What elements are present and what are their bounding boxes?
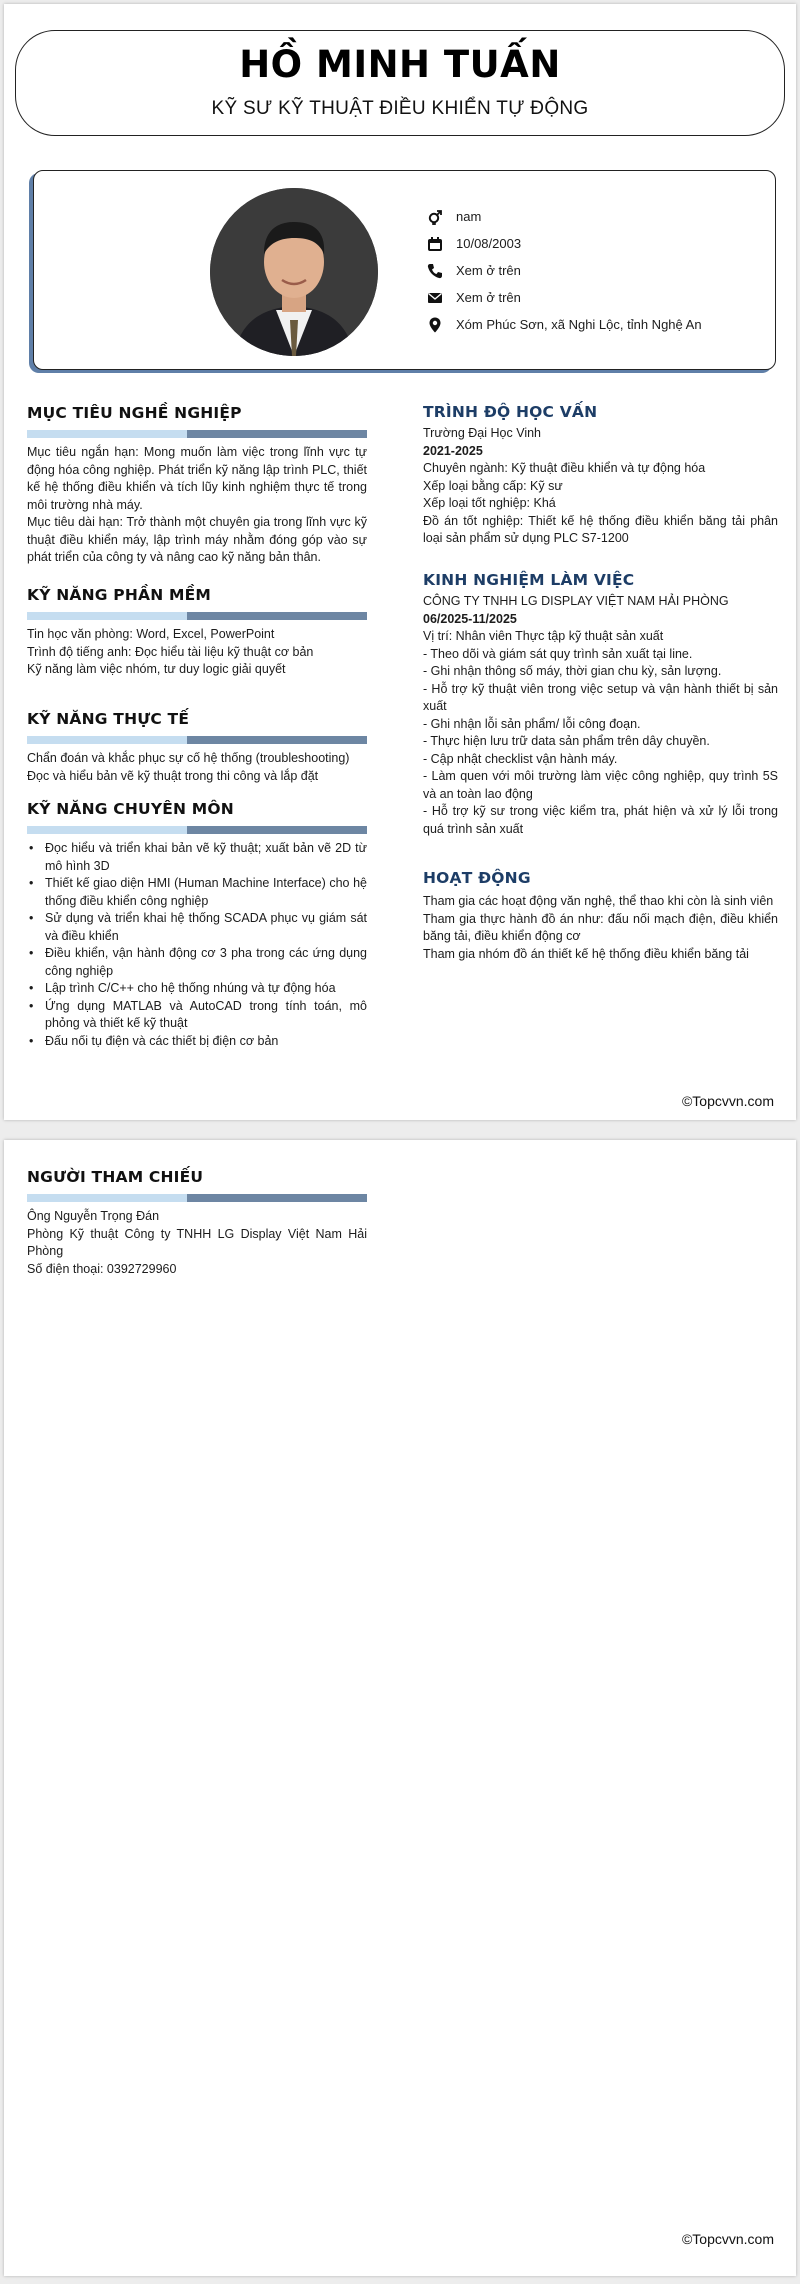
list-item: • Sử dụng và triển khai hệ thống SCADA phục vụ giám sát và điều khiển: [27, 910, 367, 945]
contact-address: [426, 311, 702, 338]
section-title: HOẠT ĐỘNG: [423, 869, 531, 887]
list-item: • Ứng dụng MATLAB và AutoCAD trong tính toán, mô phỏng và thiết kế kỹ thuật: [27, 998, 367, 1033]
gender-icon: [426, 208, 444, 226]
section-divider: [27, 612, 367, 620]
activity-line: Tham gia các hoạt động văn nghệ, thể thao khi còn là sinh viên: [423, 894, 774, 908]
cv-page-1: [4, 4, 796, 1120]
objective-section: [27, 404, 367, 567]
experience-line: - Ghi nhận thông số máy, thời gian chu kỳ, sản lượng.: [423, 664, 722, 678]
references-section: [27, 1168, 367, 1278]
education-period: 2021-2025: [423, 443, 483, 458]
section-title: KINH NGHIỆM LÀM VIỆC: [423, 571, 635, 589]
cv-page-2: [4, 1140, 796, 2276]
contact-email: [426, 284, 702, 311]
phone-icon: [426, 262, 444, 280]
reference-line: Số điện thoại: 0392729960: [27, 1261, 177, 1276]
candidate-name: HỒ MINH TUẤN: [239, 43, 561, 86]
experience-line: - Hỗ trợ kỹ sư trong việc kiểm tra, phát hiện và xử lý lỗi trong quá trình sản xuất: [423, 804, 778, 836]
section-divider: [27, 430, 367, 438]
reference-line: Ông Nguyễn Trọng Đán: [27, 1209, 160, 1223]
calendar-icon: [426, 235, 444, 253]
phone-text: Xem ở trên: [456, 263, 521, 278]
experience-line: - Theo dõi và giám sát quy trình sản xuất tại line.: [423, 646, 693, 661]
education-line: Đồ án tốt nghiệp: Thiết kế hệ thống điều khiển băng tải phân loại sản phẩm sử dụng PLC S7-1200: [423, 513, 778, 545]
section-title: MỤC TIÊU NGHỀ NGHIỆP: [27, 404, 242, 422]
profile-card: [33, 170, 776, 370]
gender-text: nam: [456, 209, 482, 224]
contact-dob: [426, 230, 702, 257]
professional-skills-section: [27, 800, 367, 1050]
section-title: TRÌNH ĐỘ HỌC VẤN: [423, 403, 598, 421]
section-title: KỸ NĂNG PHẦN MỀM: [27, 586, 212, 604]
list-item: • Điều khiển, vận hành động cơ 3 pha trong các ứng dụng công nghiệp: [27, 945, 367, 980]
practical-line: Đọc và hiểu bản vẽ kỹ thuật trong thi công và lắp đặt: [27, 768, 319, 783]
software-line: Kỹ năng làm việc nhóm, tư duy logic giải quyết: [27, 662, 286, 676]
dob-text: 10/08/2003: [456, 236, 522, 251]
section-title: NGƯỜI THAM CHIẾU: [27, 1168, 204, 1186]
section-divider: [27, 826, 367, 834]
address-text: Xóm Phúc Sơn, xã Nghi Lộc, tỉnh Nghệ An: [456, 317, 702, 332]
list-item: • Đọc hiểu và triển khai bản vẽ kỹ thuật; xuất bản vẽ 2D từ mô hình 3D: [27, 840, 367, 875]
contact-list: [426, 203, 702, 338]
activity-line: Tham gia thực hành đồ án như: đấu nối mạch điện, điều khiển băng tải, điều khiển động cơ: [423, 911, 778, 943]
email-text: Xem ở trên: [456, 290, 521, 305]
experience-line: - Hỗ trợ kỹ thuật viên trong việc setup và vận hành thiết bị sản xuất: [423, 681, 778, 713]
activities-section: [423, 869, 778, 963]
section-divider: [27, 736, 367, 744]
section-title: KỸ NĂNG THỰC TẾ: [27, 710, 190, 728]
footer-watermark: ©Topcvvn.com: [681, 2231, 774, 2247]
experience-line: Vị trí: Nhân viên Thực tập kỹ thuật sản xuất: [423, 629, 664, 643]
education-line: Chuyên ngành: Kỹ thuật điều khiển và tự động hóa: [423, 461, 706, 475]
experience-line: - Làm quen với môi trường làm việc công nghiệp, quy trình 5S và an toàn lao động: [423, 769, 778, 801]
company-name: CÔNG TY TNHH LG DISPLAY VIỆT NAM HẢI PHÒNG: [423, 594, 729, 608]
email-icon: [426, 289, 444, 307]
experience-line: - Thực hiện lưu trữ data sản phẩm trên dây chuyền.: [423, 734, 710, 748]
practical-skills-section: [27, 710, 367, 785]
section-divider: [27, 1194, 367, 1202]
objective-long: Mục tiêu dài hạn: Trở thành một chuyên gia trong lĩnh vực kỹ thuật điều khiển máy, lập trình máy nhằm đóng góp vào sự phát triển của công ty và nâng cao kỹ năng bản thân.: [27, 515, 367, 564]
list-item: • Thiết kế giao diện HMI (Human Machine Interface) cho hệ thống điều khiển công nghiệp: [27, 875, 367, 910]
contact-phone: [426, 257, 702, 284]
footer-watermark: ©Topcvvn.com: [681, 1093, 774, 1109]
contact-gender: [426, 203, 702, 230]
location-icon: [426, 316, 444, 334]
objective-short: Mục tiêu ngắn hạn: Mong muốn làm việc trong lĩnh vực tự động hóa công nghiệp. Phát triển kỹ năng lập trình PLC, thiết kế hệ thống điều khiển và tích lũy kinh nghiệm thực tế trong môi trường nhà máy.: [27, 445, 367, 512]
experience-line: - Ghi nhận lỗi sản phẩm/ lỗi công đoạn.: [423, 716, 641, 731]
section-title: KỸ NĂNG CHUYÊN MÔN: [27, 800, 234, 818]
education-section: [423, 403, 778, 548]
software-line: Tin học văn phòng: Word, Excel, PowerPoint: [27, 627, 275, 641]
list-item: • Lập trình C/C++ cho hệ thống nhúng và tự động hóa: [27, 980, 367, 998]
experience-period: 06/2025-11/2025: [423, 611, 517, 626]
school-name: Trường Đại Học Vinh: [423, 426, 541, 440]
avatar: [210, 188, 378, 356]
education-line: Xếp loại bằng cấp: Kỹ sư: [423, 478, 563, 493]
software-skills-section: [27, 586, 367, 679]
reference-line: Phòng Kỹ thuật Công ty TNHH LG Display Việt Nam Hải Phòng: [27, 1226, 367, 1258]
list-item: • Đấu nối tụ điện và các thiết bị điện cơ bản: [27, 1033, 367, 1051]
activity-line: Tham gia nhóm đồ án thiết kế hệ thống điều khiển băng tải: [423, 946, 749, 961]
software-line: Trình độ tiếng anh: Đọc hiểu tài liệu kỹ thuật cơ bản: [27, 644, 314, 659]
job-title: KỸ SƯ KỸ THUẬT ĐIỀU KHIỂN TỰ ĐỘNG: [211, 98, 589, 119]
professional-skill-list: [27, 840, 367, 1050]
header-box: [15, 30, 785, 136]
education-line: Xếp loại tốt nghiệp: Khá: [423, 496, 556, 510]
experience-section: [423, 571, 778, 838]
practical-line: Chẩn đoán và khắc phục sự cố hệ thống (troubleshooting): [27, 751, 350, 765]
experience-line: - Cập nhật checklist vận hành máy.: [423, 751, 618, 766]
